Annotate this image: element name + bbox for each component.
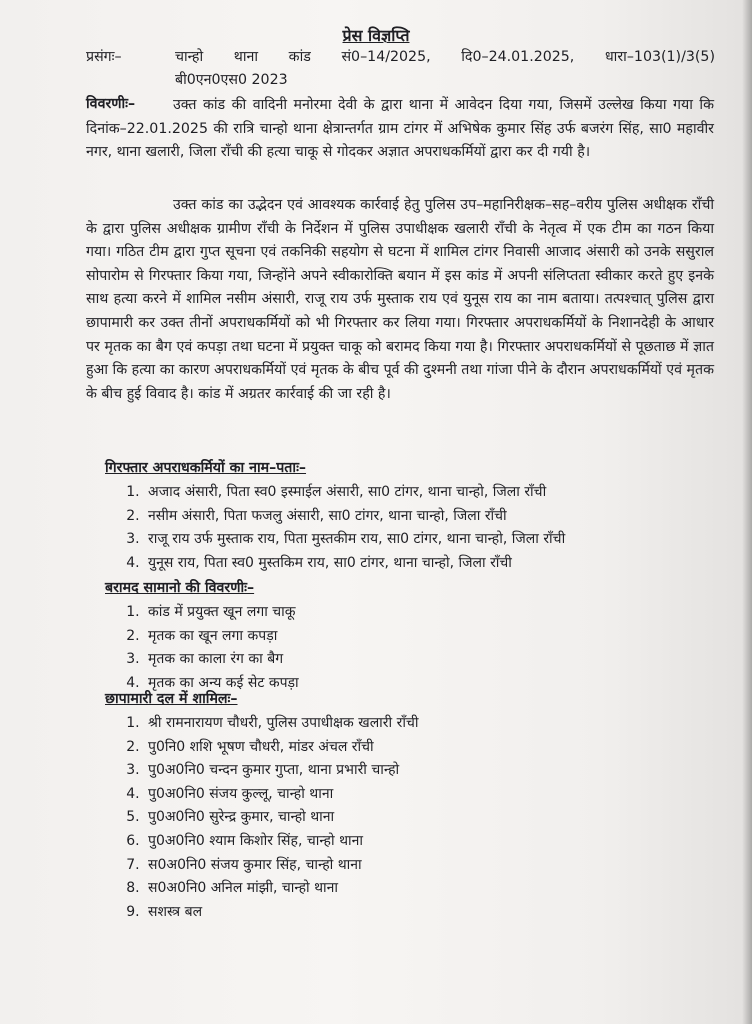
list-item: 2. नसीम अंसारी, पिता फजलु अंसारी, सा0 टांगर, थाना चान्हो, जिला राँची [144,505,565,529]
list-item: 7. स0अ0नि0 संजय कुमार सिंह, चान्हो थाना [144,854,418,878]
arrested-heading: गिरफ्तार अपराधकर्मियों का नाम–पताः– [105,460,307,476]
list-item: 3. पु0अ0नि0 चन्दन कुमार गुप्ता, थाना प्रभारी चान्हो [144,759,418,783]
list-item: 1. कांड में प्रयुक्त खून लगा चाकू [144,601,299,625]
document-title: प्रेस विज्ञप्ति [342,26,410,45]
subject-line-2: बी0एन0एस0 2023 [175,72,288,88]
details-paragraph-1: उक्त कांड की वादिनी मनोरमा देवी के द्वारा थाना में आवेदन दिया गया, जिसमें उल्लेख किया गया कि दिनांक–22.01.2025 की रात्रि चान्हो थाना क्षेत्रान्तर्गत ग्राम टांगर में अभिषेक कुमार सिंह उर्फ बजरंग सिंह, सा0 महावीर नगर, थाना खलारी, जिला राँची की हत्या चाकू से गोदकर अज्ञात अपराधकर्मियों द्वारा कर दी गयी है। [86,97,714,161]
raid-team-heading: छापामारी दल में शामिलः– [105,691,238,707]
list-item: 5. पु0अ0नि0 सुरेन्द्र कुमार, चान्हो थाना [144,806,418,830]
details-paragraph-2: उक्त कांड का उद्भेदन एवं आवश्यक कार्रवाई हेतु पुलिस उप–महानिरीक्षक–सह–वरीय पुलिस अधीक्षक राँची के द्वारा पुलिस अधीक्षक ग्रामीण राँची के निर्देशन में पुलिस उपाधीक्षक खलारी राँची के नेतृत्व में एक टीम का गठन किया गया। गठित टीम द्वारा गुप्त सूचना एवं तकनिकी सहयोग से घटना में शामिल टांगर निवासी आजाद अंसारी को उनके ससुराल सोपारोम से गिरफ्तार किया गया, जिन्होंने अपने स्वीकारोक्ति बयान में इस कांड में अपनी संलिप्तता स्वीकार करते हुए इनके साथ हत्या करने में शामिल नसीम अंसारी, राजू राय उर्फ मुस्ताक राय एवं युनूस राय का नाम बताया। तत्पश्चात् पुलिस द्वारा छापामारी कर उक्त तीनों अपराधकर्मियों को भी गिरफ्तार कर लिया गया। गिरफ्तार अपराधकर्मियों के निशानदेही के आधार पर मृतक का बैग एवं कपड़ा तथा घटना में प्रयुक्त चाकू को बरामद किया गया है। गिरफ्तार अपराधकर्मियों से पूछताछ में ज्ञात हुआ कि हत्या का कारण अपराधकर्मियों एवं मृतक के बीच पूर्व की दुश्मनी तथा गांजा पीने के दौरान अपराधकर्मियों एवं मृतक के बीच हुई विवाद है। कांड में अग्रतर कार्रवाई की जा रही है। [86,197,714,402]
list-item: 4. युनूस राय, पिता स्व0 मुस्तकिम राय, सा0 टांगर, थाना चान्हो, जिला राँची [144,552,565,576]
list-item: 2. पु0नि0 शशि भूषण चौधरी, मांडर अंचल राँची [144,736,418,760]
recovered-list [122,601,299,695]
list-item: 9. सशस्त्र बल [144,901,418,925]
list-item: 6. पु0अ0नि0 श्याम किशोर सिंह, चान्हो थाना [144,830,418,854]
subject-label: प्रसंगः– [86,49,122,65]
list-item: 8. स0अ0नि0 अनिल मांझी, चान्हो थाना [144,877,418,901]
recovered-heading: बरामद सामानो की विवरणीः– [105,580,255,596]
list-item: 4. पु0अ0नि0 संजय कुल्लू, चान्हो थाना [144,783,418,807]
paper-edge-shadow [742,0,752,1024]
list-item: 1. श्री रामनारायण चौधरी, पुलिस उपाधीक्षक खलारी राँची [144,712,418,736]
list-item: 3. राजू राय उर्फ मुस्ताक राय, पिता मुस्तकीम राय, सा0 टांगर, थाना चान्हो, जिला राँची [144,528,565,552]
arrested-list [122,481,565,575]
list-item: 2. मृतक का खून लगा कपड़ा [144,625,299,649]
subject-line-1: चान्हो थाना कांड सं0–14/2025, दि0–24.01.2025, धारा–103(1)/3(5) [175,49,715,65]
list-item: 4. मृतक का अन्य कई सेट कपड़ा [144,672,299,696]
list-item: 1. अजाद अंसारी, पिता स्व0 इस्माईल अंसारी, सा0 टांगर, थाना चान्हो, जिला राँची [144,481,565,505]
details-label: विवरणीः– [86,96,136,112]
raid-team-list [122,712,418,924]
list-item: 3. मृतक का काला रंग का बैग [144,648,299,672]
